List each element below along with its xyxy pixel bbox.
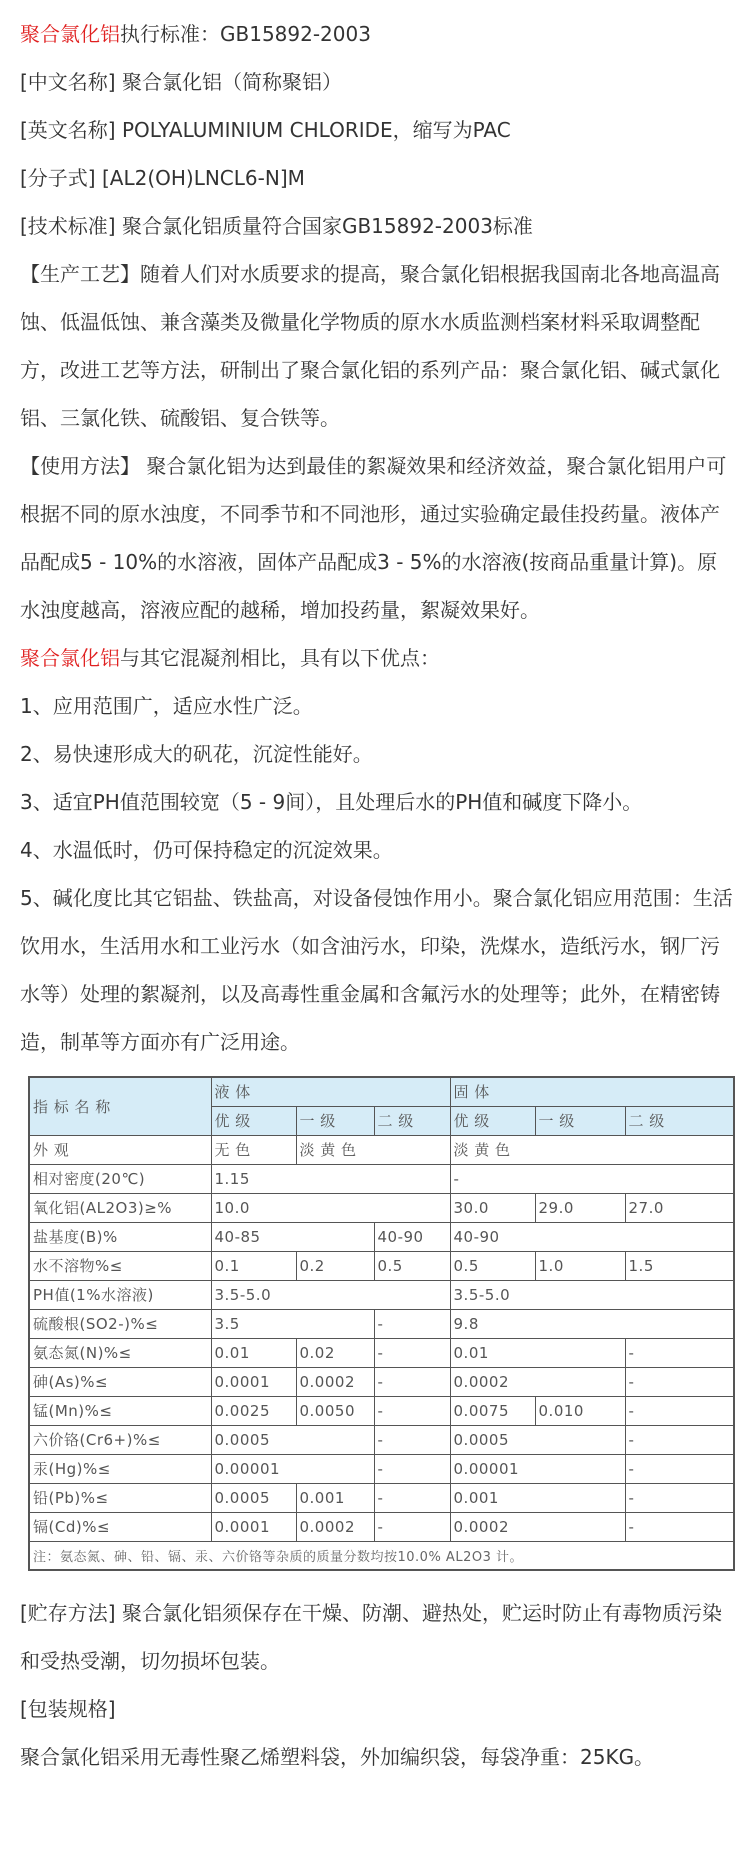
table-cell: 淡 黄 色 (450, 1135, 734, 1164)
table-note-row (29, 1541, 734, 1570)
table-cell: 3.5-5.0 (211, 1280, 450, 1309)
advantage-item: 4、水温低时，仍可保持稳定的沉淀效果。 (20, 838, 393, 862)
table-cell: 无 色 (211, 1135, 296, 1164)
grade-cell: 一 级 (535, 1106, 625, 1135)
table-header-row (29, 1077, 734, 1106)
formula-line: [分子式] [AL2(OH)LNCL6-N]M (20, 166, 305, 190)
advantage-item: 3、适宜PH值范围较宽（5 - 9间），且处理后水的PH值和碱度下降小。 (20, 790, 643, 814)
standard-line (20, 10, 734, 58)
table-cell: 0.0002 (450, 1512, 625, 1541)
row-label: 铅(Pb)%≤ (29, 1483, 211, 1512)
table-cell: 0.001 (296, 1483, 374, 1512)
table-cell: 淡 黄 色 (296, 1135, 450, 1164)
table-row (29, 1164, 734, 1193)
table-cell: - (625, 1483, 734, 1512)
table-cell: 40-85 (211, 1222, 374, 1251)
table-cell: - (374, 1483, 450, 1512)
table-cell: 0.0001 (211, 1367, 296, 1396)
storage-paragraph: [贮存方法] 聚合氯化铝须保存在干燥、防潮、避热处，贮运时防止有毒物质污染和受热受潮，切勿损坏包装。 (20, 1601, 722, 1673)
table-cell: 0.001 (450, 1483, 625, 1512)
table-cell: - (625, 1338, 734, 1367)
table-row (29, 1222, 734, 1251)
table-cell: - (374, 1309, 450, 1338)
table-cell: 0.0002 (450, 1367, 625, 1396)
row-label: 氧化铝(AL2O3)≥% (29, 1193, 211, 1222)
table-cell: 0.1 (211, 1251, 296, 1280)
packaging-paragraph: 聚合氯化铝采用无毒性聚乙烯塑料袋，外加编织袋，每袋净重：25KG。 (20, 1745, 655, 1769)
table-cell: 27.0 (625, 1193, 734, 1222)
table-note: 注：氨态氮、砷、铅、镉、汞、六价铬等杂质的质量分数均按10.0% AL2O3 计。 (29, 1541, 734, 1570)
table-row (29, 1193, 734, 1222)
table-cell: 3.5-5.0 (450, 1280, 734, 1309)
table-cell: - (450, 1164, 734, 1193)
table-row (29, 1512, 734, 1541)
table-cell: 0.2 (296, 1251, 374, 1280)
table-cell: 30.0 (450, 1193, 535, 1222)
table-cell: - (625, 1367, 734, 1396)
table-row (29, 1425, 734, 1454)
row-label: 相对密度(20℃) (29, 1164, 211, 1193)
row-label: 镉(Cd)%≤ (29, 1512, 211, 1541)
usage-paragraph: 【使用方法】 聚合氯化铝为达到最佳的絮凝效果和经济效益，聚合氯化铝用户可根据不同的原水浊度，不同季节和不同池形，通过实验确定最佳投药量。液体产品配成5 - 10%的水溶液，固体产品配成3 - 5%的水溶液(按商品重量计算)。原水浊度越高，溶液应配的越稀，增加投药量，絮凝效果好。 (20, 454, 727, 622)
table-cell: - (374, 1512, 450, 1541)
header-liquid: 液 体 (211, 1077, 450, 1106)
table-cell: 29.0 (535, 1193, 625, 1222)
table-cell: 0.0005 (211, 1425, 374, 1454)
row-label: 氨态氮(N)%≤ (29, 1338, 211, 1367)
table-cell: 1.15 (211, 1164, 450, 1193)
table-cell: 40-90 (450, 1222, 734, 1251)
table-cell: 0.00001 (450, 1454, 625, 1483)
table-cell: - (625, 1425, 734, 1454)
packaging-title: [包装规格] (20, 1697, 116, 1721)
table-row (29, 1483, 734, 1512)
table-row (29, 1454, 734, 1483)
table-cell: 0.01 (450, 1338, 625, 1367)
table-row (29, 1280, 734, 1309)
grade-cell: 二 级 (625, 1106, 734, 1135)
advantage-item: 2、易快速形成大的矾花，沉淀性能好。 (20, 742, 373, 766)
table-cell: - (374, 1425, 450, 1454)
table-cell: 0.010 (535, 1396, 625, 1425)
table-cell: 0.01 (211, 1338, 296, 1367)
header-solid: 固 体 (450, 1077, 734, 1106)
advantage-item: 1、应用范围广，适应水性广泛。 (20, 694, 313, 718)
spec-table (28, 1076, 735, 1571)
table-cell: 40-90 (374, 1222, 450, 1251)
table-cell: - (625, 1454, 734, 1483)
process-paragraph: 【生产工艺】随着人们对水质要求的提高，聚合氯化铝根据我国南北各地高温高蚀、低温低蚀、兼含藻类及微量化学物质的原水水质监测档案材料采取调整配方，改进工艺等方法，研制出了聚合氯化铝的系列产品：聚合氯化铝、碱式氯化铝、三氯化铁、硫酸铝、复合铁等。 (20, 262, 720, 430)
table-cell: 0.0005 (211, 1483, 296, 1512)
row-label: 水不溶物%≤ (29, 1251, 211, 1280)
table-cell: 0.0050 (296, 1396, 374, 1425)
table-cell: 9.8 (450, 1309, 734, 1338)
table-row (29, 1251, 734, 1280)
table-row (29, 1309, 734, 1338)
advantages-intro (20, 634, 734, 682)
row-label: 汞(Hg)%≤ (29, 1454, 211, 1483)
advantage-item: 5、碱化度比其它铝盐、铁盐高，对设备侵蚀作用小。聚合氯化铝应用范围：生活饮用水，生活用水和工业污水（如含油污水，印染，洗煤水，造纸污水，钢厂污水等）处理的絮凝剂，以及高毒性重金属和含氟污水的处理等；此外，在精密铸造，制革等方面亦有广泛用途。 (20, 886, 733, 1054)
table-cell: 0.00001 (211, 1454, 374, 1483)
table-cell: 0.0005 (450, 1425, 625, 1454)
table-cell: - (374, 1454, 450, 1483)
table-row (29, 1338, 734, 1367)
table-cell: 0.0025 (211, 1396, 296, 1425)
row-label: 六价铬(Cr6+)%≤ (29, 1425, 211, 1454)
header-item-name: 指 标 名 称 (29, 1077, 211, 1135)
advantages-intro-text: 与其它混凝剂相比，具有以下优点： (120, 646, 440, 670)
table-cell: 1.0 (535, 1251, 625, 1280)
row-label: 盐基度(B)% (29, 1222, 211, 1251)
table-cell: 0.0002 (296, 1512, 374, 1541)
table-cell: 0.5 (450, 1251, 535, 1280)
row-label: 硫酸根(SO2-)%≤ (29, 1309, 211, 1338)
table-cell: 0.0002 (296, 1367, 374, 1396)
table-cell: - (374, 1367, 450, 1396)
table-cell: 3.5 (211, 1309, 374, 1338)
standard-text: 执行标准：GB15892-2003 (120, 22, 371, 46)
row-label: PH值(1%水溶液) (29, 1280, 211, 1309)
grade-cell: 二 级 (374, 1106, 450, 1135)
table-row (29, 1135, 734, 1164)
table-cell: - (374, 1338, 450, 1367)
spec-table-wrapper (28, 1076, 734, 1571)
table-cell: - (374, 1396, 450, 1425)
table-cell: - (625, 1512, 734, 1541)
table-cell: - (625, 1396, 734, 1425)
row-label: 锰(Mn)%≤ (29, 1396, 211, 1425)
product-name-highlight: 聚合氯化铝 (20, 22, 120, 46)
table-cell: 0.0075 (450, 1396, 535, 1425)
row-label: 外 观 (29, 1135, 211, 1164)
table-cell: 0.02 (296, 1338, 374, 1367)
table-row (29, 1396, 734, 1425)
row-label: 砷(As)%≤ (29, 1367, 211, 1396)
grade-cell: 优 级 (211, 1106, 296, 1135)
tech-standard-line: [技术标准] 聚合氯化铝质量符合国家GB15892-2003标准 (20, 214, 533, 238)
table-cell: 0.5 (374, 1251, 450, 1280)
table-cell: 10.0 (211, 1193, 450, 1222)
table-cell: 1.5 (625, 1251, 734, 1280)
chinese-name-line: [中文名称] 聚合氯化铝（简称聚铝） (20, 70, 342, 94)
grade-cell: 一 级 (296, 1106, 374, 1135)
table-cell: 0.0001 (211, 1512, 296, 1541)
table-row (29, 1367, 734, 1396)
english-name-line: [英文名称] POLYALUMINIUM CHLORIDE，缩写为PAC (20, 118, 511, 142)
grade-cell: 优 级 (450, 1106, 535, 1135)
product-name-highlight: 聚合氯化铝 (20, 646, 120, 670)
